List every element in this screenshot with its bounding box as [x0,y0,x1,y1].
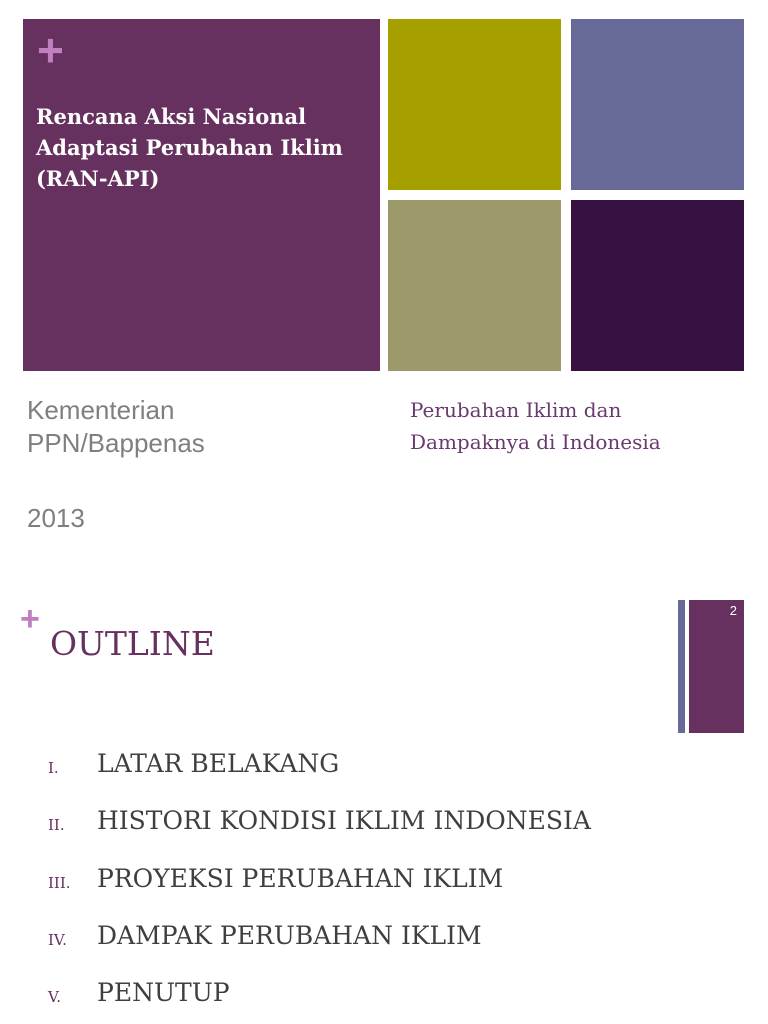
decorative-tile-plum [571,200,744,371]
slide-title-line: Rencana Aksi Nasional [36,104,307,129]
decorative-tile-sage [388,200,561,371]
ministry-name [27,394,367,460]
outline-item [0,748,768,788]
outline-numeral: II. [48,816,65,834]
outline-item-text: LATAR BELAKANG [97,749,340,778]
outline-item-text: HISTORI KONDISI IKLIM INDONESIA [97,806,591,835]
slide-title [36,101,376,194]
outline-numeral: V. [48,988,61,1006]
outline-item-text: PROYEKSI PERUBAHAN IKLIM [97,864,504,893]
ministry-line: PPN/Bappenas [27,428,205,458]
subtitle-line: Dampaknya di Indonesia [410,430,661,454]
outline-numeral: III. [48,874,71,892]
slide-title-line: (RAN-API) [36,166,160,191]
outline-item-text: DAMPAK PERUBAHAN IKLIM [97,921,482,950]
decorative-tile-olive [388,19,561,190]
outline-list [0,580,768,1024]
plus-icon: + [37,24,64,76]
outline-item-text: PENUTUP [97,978,230,1007]
ministry-line: Kementerian [27,395,175,425]
outline-item [0,863,768,903]
slide-subtitle [410,394,750,458]
plus-icon: + [20,600,40,638]
year-label: 2013 [27,503,85,533]
decorative-tile-periwinkle [571,19,744,190]
subtitle-line: Perubahan Iklim dan [410,398,622,422]
page-number: 2 [729,603,737,618]
outline-numeral: IV. [48,931,67,949]
outline-title: OUTLINE [50,624,215,663]
outline-slide [0,580,768,1024]
outline-numeral: I. [48,759,59,777]
outline-item [0,920,768,960]
outline-item [0,805,768,845]
slide-title-line: Adaptasi Perubahan Iklim [36,135,343,160]
title-panel [23,19,380,371]
outline-item [0,977,768,1017]
